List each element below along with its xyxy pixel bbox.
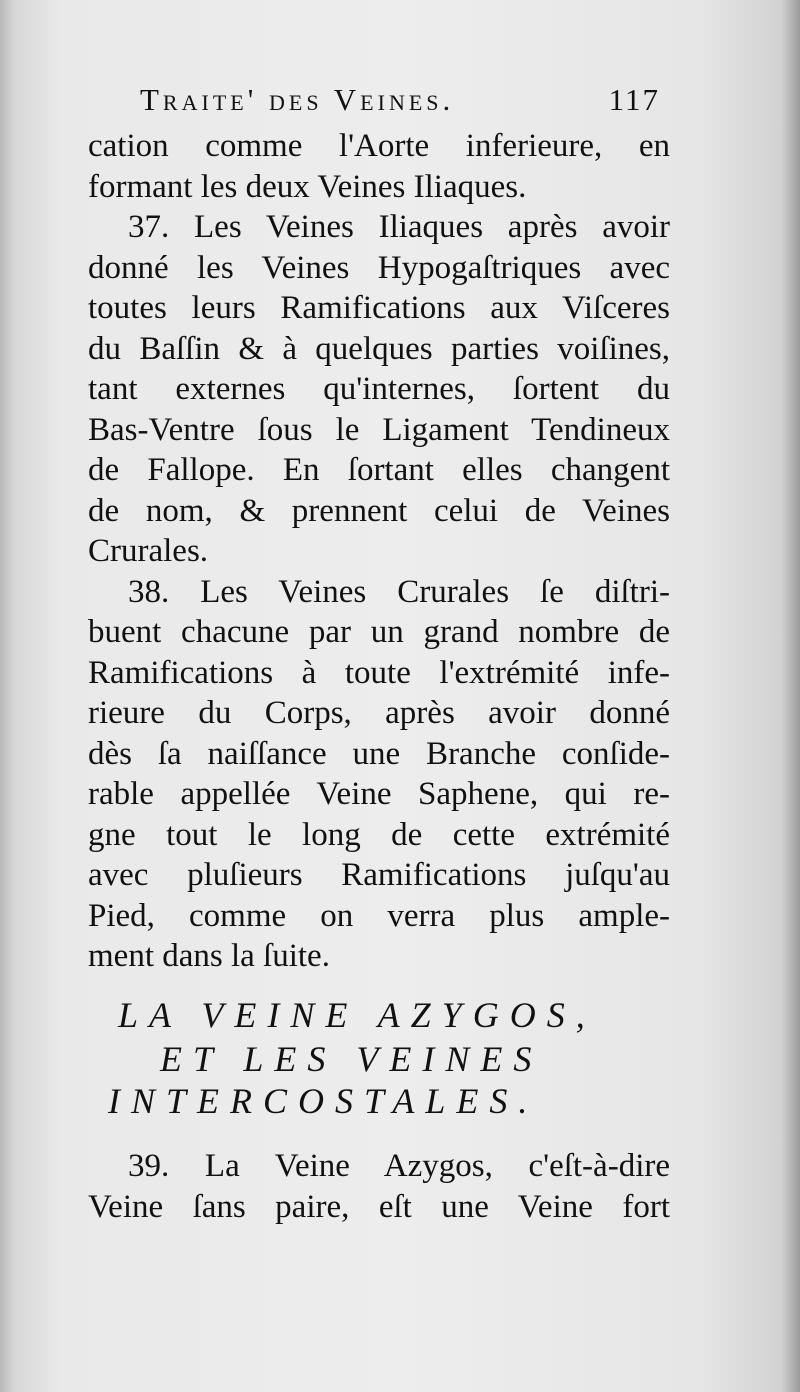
- running-header: [140, 82, 660, 128]
- text-line: de Fallope. En ſortant elles changent: [88, 452, 670, 488]
- running-title: Traite' des Veines.: [140, 82, 455, 117]
- text-line: dès ſa naiſſance une Branche conſide-: [88, 735, 670, 772]
- section-heading-line-3: INTERCOSTALES.: [108, 1081, 539, 1121]
- text-line: Pied, comme on verra plus ample-: [88, 897, 670, 934]
- text-line: buent chacune par un grand nombre de: [88, 614, 670, 650]
- text-line: cation comme l'Aorte inferieure, en: [88, 128, 670, 164]
- text-line: Veine ſans paire, eſt une Veine fort: [88, 1188, 670, 1225]
- paragraph-38-start: 38. Les Veines Crurales ſe diſtri-: [128, 573, 670, 610]
- paragraph-37-start: 37. Les Veines Iliaques après avoir: [128, 209, 670, 245]
- page-number: 117: [608, 82, 660, 117]
- text-line: toutes leurs Ramifications aux Viſceres: [88, 290, 670, 326]
- text-line: de nom, & prennent celui de Veines: [88, 492, 670, 529]
- text-line: gne tout le long de cette extrémité: [88, 816, 670, 853]
- section-text-block: [88, 1146, 670, 1227]
- text-line: donné les Veines Hypogaſtriques avec: [88, 249, 670, 286]
- text-line: rieure du Corps, après avoir donné: [88, 695, 670, 731]
- text-line: tant externes qu'internes, ſortent du: [88, 371, 670, 407]
- text-line: avec pluſieurs Ramifications juſqu'au: [88, 857, 670, 893]
- section-heading-line-1: LA VEINE AZYGOS,: [118, 995, 596, 1035]
- page-gutter-shadow: [782, 0, 800, 1392]
- text-line: Crurales.: [88, 533, 209, 569]
- text-line: formant les deux Veines Iliaques.: [88, 168, 527, 205]
- text-line: du Baſſin & à quelques parties voiſines,: [88, 330, 670, 367]
- section-heading-line-2: ET LES VEINES: [160, 1039, 543, 1079]
- main-text-block: [88, 126, 670, 977]
- paragraph-39-start: 39. La Veine Azygos, c'eſt-à-dire: [128, 1148, 670, 1184]
- text-line: Bas-Ventre ſous le Ligament Tendineux: [88, 411, 670, 448]
- text-line: rable appellée Veine Saphene, qui re-: [88, 776, 670, 812]
- text-line: ment dans la ſuite.: [88, 938, 330, 974]
- text-line: Ramifications à toute l'extrémité infe-: [88, 654, 670, 691]
